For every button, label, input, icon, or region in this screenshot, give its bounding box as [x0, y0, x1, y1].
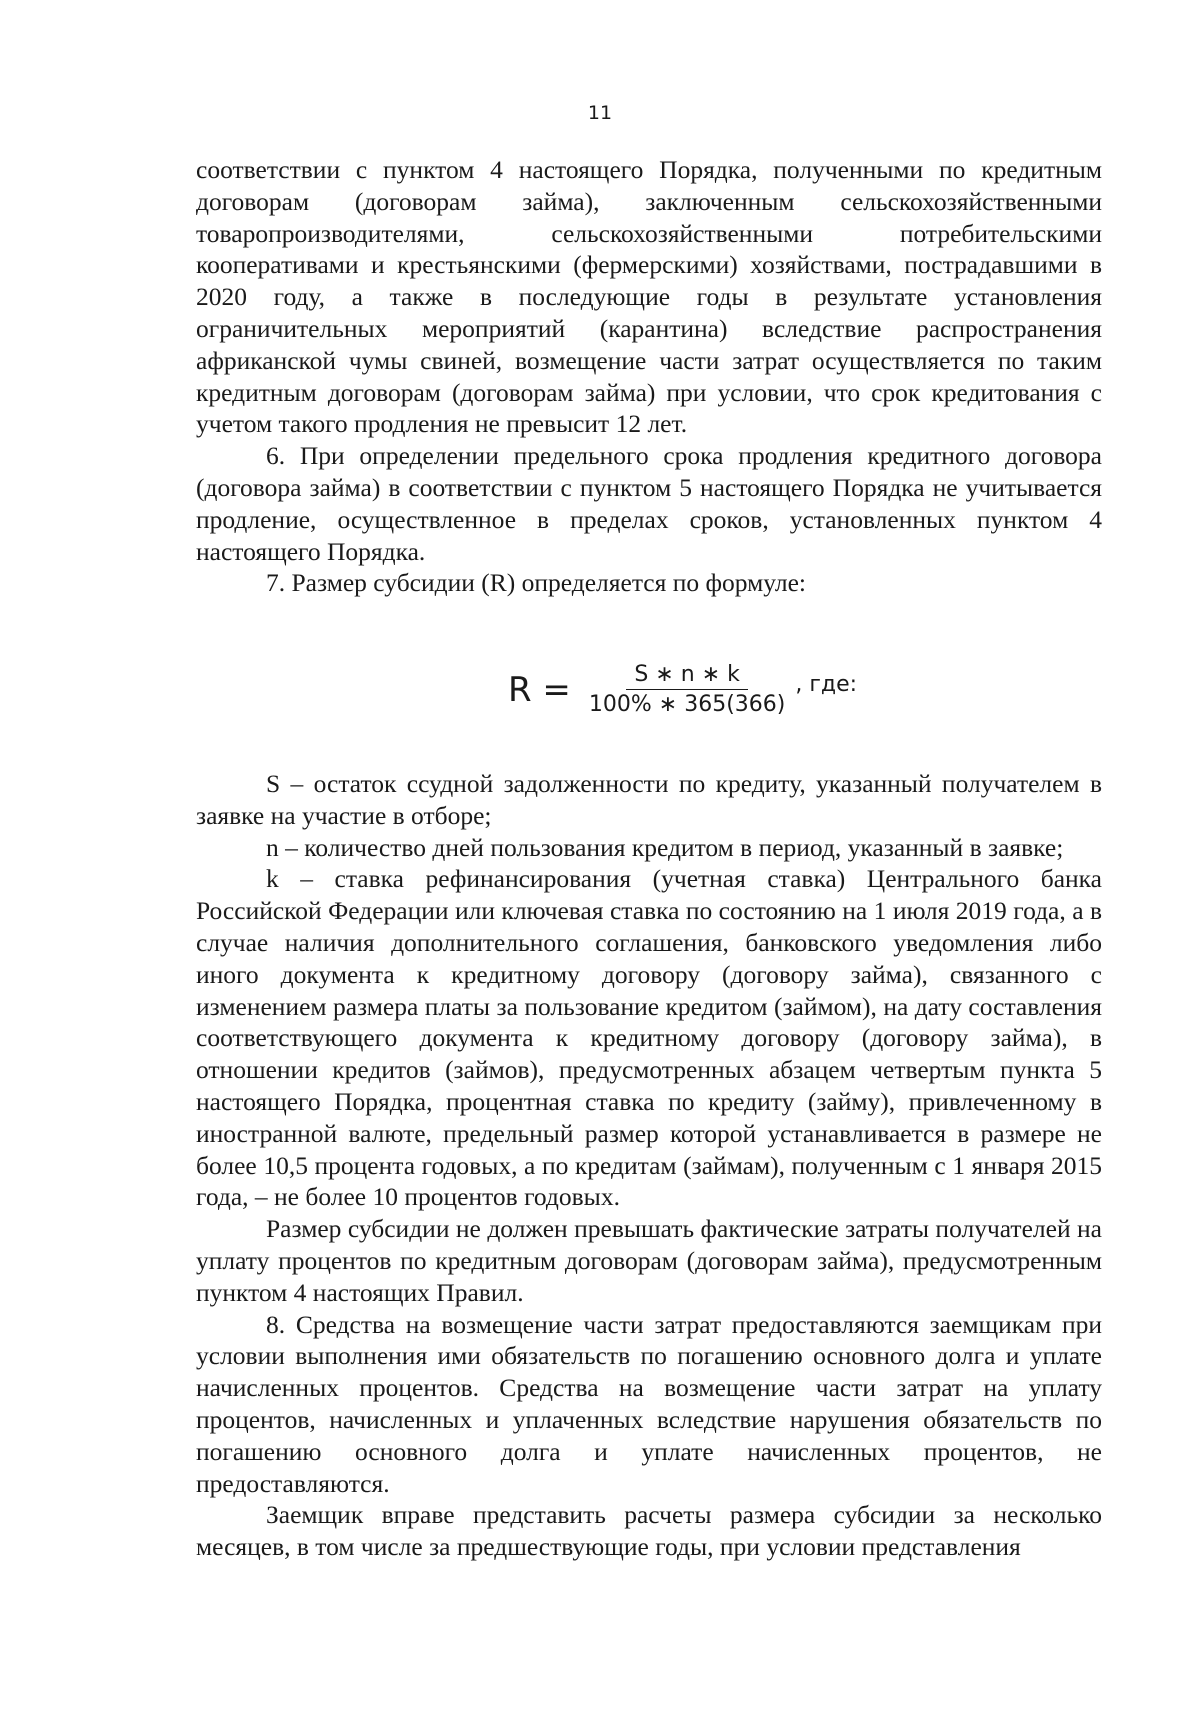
- formula-numerator: S ∗ n ∗ k: [626, 662, 748, 690]
- formula-denominator: 100% ∗ 365(366): [588, 692, 786, 717]
- formula-suffix: , где:: [795, 672, 858, 697]
- paragraph-continuation: соответствии с пунктом 4 настоящего Порядка, полученными по кредитным договорам (договорам займа), заключенным сельскохозяйственными товаропроизводителями, сельскохозяйственными потребительскими кооперативами и крестьянскими (фермерскими) хозяйствами, пострадавшими в 2020 году, а также в последующие годы в результате установления ограничительных мероприятий (карантина) вследствие распространения африканской чумы свиней, возмещение части затрат осуществляется по таким кредитным договорам (договорам займа) при условии, что срок кредитования с учетом такого продления не превысит 12 лет.: [196, 155, 1102, 439]
- text-block-top: [196, 154, 1102, 599]
- paragraph-borrower-right: Заемщик вправе представить расчеты размера субсидии за несколько месяцев, в том числе за предшествующие годы, при условии представления: [196, 1500, 1102, 1562]
- subsidy-formula: [508, 662, 857, 717]
- paragraph-6: 6. При определении предельного срока продления кредитного договора (договора займа) в соответствии с пунктом 5 настоящего Порядка не учитывается продление, осуществленное в пределах сроков, установленных пунктом 4 настоящего Порядка.: [196, 441, 1102, 566]
- definition-s: S – остаток ссудной задолженности по кредиту, указанный получателем в заявке на участие в отборе;: [196, 769, 1102, 830]
- paragraph-7: 7. Размер субсидии (R) определяется по формуле:: [266, 568, 807, 598]
- paragraph-subsidy-limit: Размер субсидии не должен превышать фактические затраты получателей на уплату процентов по кредитным договорам (договорам займа), предусмотренным пунктом 4 настоящих Правил.: [196, 1214, 1102, 1307]
- definition-k: k – ставка рефинансирования (учетная ставка) Центрального банка Российской Федерации или ключевая ставка по состоянию на 1 июля 2019 года, а в случае наличия дополнительного соглашения, банковского уведомления либо иного документа к кредитному договору (договору займа), связанного с изменением размера платы за пользование кредитом (займом), на дату составления соответствующего документа к кредитному договору (договору займа), в отношении кредитов (займов), предусмотренных абзацем четвертым пункта 5 настоящего Порядка, процентная ставка по кредиту (займу), привлеченному в иностранной валюте, предельный размер которой устанавливается в размере не более 10,5 процента годовых, а по кредитам (займам), полученным с 1 января 2015 года, – не более 10 процентов годовых.: [196, 864, 1102, 1212]
- formula-fraction: [581, 662, 793, 717]
- paragraph-8: 8. Средства на возмещение части затрат предоставляются заемщикам при условии выполнения ими обязательств по погашению основного долга и уплате начисленных процентов. Средства на возмещение части затрат на уплату процентов, начисленных и уплаченных вследствие нарушения обязательств по погашению основного долга и уплате начисленных процентов, не предоставляются.: [196, 1309, 1102, 1498]
- definition-n: n – количество дней пользования кредитом в период, указанный в заявке;: [266, 832, 1064, 862]
- formula-lhs: R =: [508, 669, 571, 710]
- text-block-bottom: [196, 768, 1102, 1563]
- page-number: 11: [587, 102, 613, 124]
